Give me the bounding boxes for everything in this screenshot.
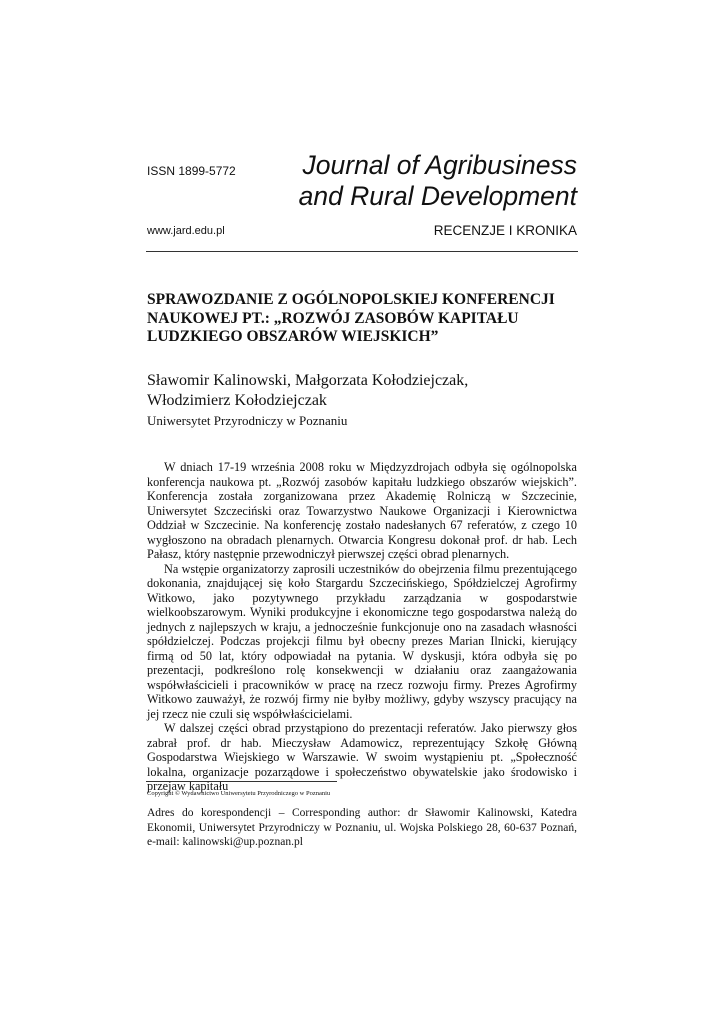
article-body — [147, 460, 577, 794]
journal-title — [299, 150, 577, 212]
correspondence-note: Adres do korespondencji – Corresponding author: dr Sławomir Kalinowski, Katedra Ekonomii, Uniwersytet Przyrodniczy w Poznaniu, ul. Wojska Polskiego 28, 60-637 Poznań, e-mail: kalinowski@up.poznan.pl — [147, 807, 577, 848]
body-paragraph: Na wstępie organizatorzy zaprosili uczestników do obejrzenia filmu prezentującego dokonania, znajdującej się koło Stargardu Szczecińskiego, Spółdzielczej Agrofirmy Witkowo, jako pozytywnego przykładu zarządzania w gospodarstwie wielkoobszarowym. Wyniki produkcyjne i ekonomiczne tego gospodarstwa należą do jednych z najlepszych w kraju, a jednocześnie funkcjonuje ono na zasadach własności spółdzielczej. Podczas projekcji filmu był obecny prezes Marian Ilnicki, kierujący firmą od 50 lat, który odpowiadał na pytania. W dyskusji, która odbyła się po prezentacji, podkreślono rolę konsekwencji w działaniu oraz zaangażowania współwłaścicieli i pracowników w pracę na rzecz rozwoju firmy. Prezes Agrofirmy Witkowo zauważył, że rozwój firmy nie byłby możliwy, gdyby wszyscy pracujący na jej rzecz nie czuli się współwłaścicielami. — [147, 561, 577, 721]
journal-url: www.jard.edu.pl — [147, 225, 225, 237]
authors-line-2: Włodzimierz Kołodziejczak — [147, 392, 327, 409]
header-divider — [146, 251, 578, 252]
copyright-notice: Copyright © Wydawnictwo Uniwersytetu Przyrodniczego w Poznaniu — [147, 790, 331, 797]
affiliation: Uniwersytet Przyrodniczy w Poznaniu — [147, 413, 348, 428]
journal-title-line-2: and Rural Development — [298, 181, 577, 211]
article-title: SPRAWOZDANIE Z OGÓLNOPOLSKIEJ KONFERENCJI NAUKOWEJ PT.: „ROZWÓJ ZASOBÓW KAPITAŁU LUDZKIEGO OBSZARÓW WIEJSKICH” — [147, 291, 555, 345]
section-label: RECENZJE I KRONIKA — [433, 223, 577, 238]
journal-title-line-1: Journal of Agribusiness — [302, 150, 577, 180]
footnote-divider — [146, 781, 337, 782]
issn-number: ISSN 1899-5772 — [147, 164, 236, 178]
author-list — [147, 371, 577, 411]
body-paragraph: W dalszej części obrad przystąpiono do prezentacji referatów. Jako pierwszy głos zabrał prof. dr hab. Mieczysław Adamowicz, reprezentujący Szkołę Główną Gospodarstwa Wiejskiego w Warszawie. W swoim wystąpieniu pt. „Społeczność lokalna, organizacje pozarządowe i społeczeństwo obywatelskie jako środowisko i przejaw kapitału — [147, 721, 577, 793]
authors-line-1: Sławomir Kalinowski, Małgorzata Kołodziejczak, — [147, 372, 469, 389]
body-paragraph: W dniach 17-19 września 2008 roku w Międzyzdrojach odbyła się ogólnopolska konferencja naukowa pt. „Rozwój zasobów kapitału ludzkiego obszarów wiejskich”. Konferencja została zorganizowana przez Akademię Rolniczą w Szczecinie, Uniwersytet Szczeciński oraz Towarzystwo Naukowe Organizacji i Kierownictwa Oddział w Szczecinie. Na konferencję zostało nadesłanych 67 referatów, z czego 10 wygłoszono na obradach plenarnych. Otwarcia Kongresu dokonał prof. dr hab. Lech Pałasz, który następnie przewodniczył pierwszej części obrad plenarnych. — [147, 460, 577, 561]
